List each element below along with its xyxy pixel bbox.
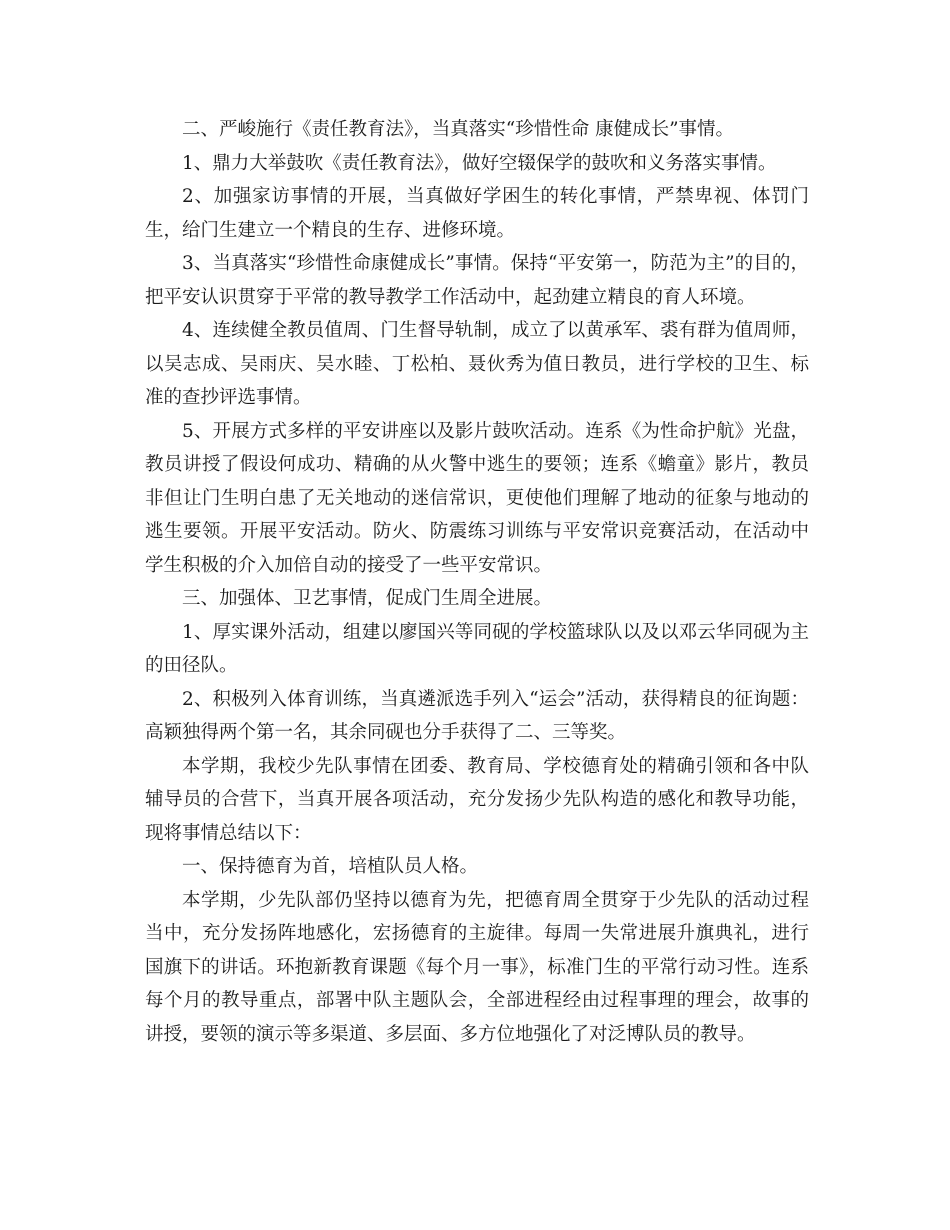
- paragraph-section-three-item-1: 1、厚实课外活动，组建以廖国兴等同砚的学校篮球队以及以邓云华同砚为主的田径队。: [145, 621, 809, 676]
- paragraph-section-three-heading: 三、加强体、卫艺事情，促成门生周全进展。: [182, 588, 553, 609]
- paragraph-item-3: 3、当真落实“珍惜性命康健成长”事情。保持“平安第一，防范为主”的目的，把平安认识贯穿于平常的教导教学工作活动中，起劲建立精良的育人环境。: [145, 253, 809, 308]
- paragraph-summary-intro: 本学期，我校少先队事情在团委、教育局、学校德育处的精确引领和各中队辅导员的合营下，当真开展各项活动，充分发扬少先队构造的感化和教导功能，现将事情总结以下：: [145, 755, 809, 844]
- document-body: [145, 113, 809, 1051]
- paragraph-moral-education: 本学期，少先队部仍坚持以德育为先，把德育周全贯穿于少先队的活动过程当中，充分发扬阵地感化，宏扬德育的主旋律。每周一失常进展升旗典礼，进行国旗下的讲话。环抱新教育课题《每个月一事》，标准门生的平常行动习性。连系每个月的教导重点，部署中队主题队会，全部进程经由过程事理的理会，故事的讲授，要领的演示等多渠道、多层面、多方位地强化了对泛博队员的教导。: [145, 889, 809, 1045]
- paragraph-item-1: 1、鼎力大举鼓吹《责任教育法》，做好空辍保学的鼓吹和义务落实事情。: [182, 152, 777, 174]
- paragraph-item-2: 2、加强家访事情的开展，当真做好学困生的转化事情，严禁卑视、体罚门生，给门生建立一个精良的生存、进修环境。: [145, 186, 809, 241]
- paragraph-section-three-item-2: 2、积极列入体育训练，当真遴派选手列入“运会”活动，获得精良的征询题：高颖独得两个第一名，其余同砚也分手获得了二、三等奖。: [145, 688, 809, 743]
- paragraph-item-5: 5、开展方式多样的平安讲座以及影片鼓吹活动。连系《为性命护航》光盘，教员讲授了假设何成功、精确的从火警中逃生的要领；连系《蟾童》影片，教员非但让门生明白患了无关地动的迷信常识，更使他们理解了地动的征象与地动的逃生要领。开展平安活动。防火、防震练习训练与平安常识竞赛活动，在活动中学生积极的介入加倍自动的接受了一些平安常识。: [145, 420, 809, 576]
- paragraph-item-4: 4、连续健全教员值周、门生督导轨制，成立了以黄承军、裘有群为值周师，以吴志成、吴雨庆、吴水睦、丁松柏、聂伙秀为值日教员，进行学校的卫生、标准的查抄评选事情。: [145, 320, 809, 408]
- paragraph-section-two-heading: 二、严峻施行《责任教育法》，当真落实“珍惜性命 康健成长”事情。: [182, 119, 735, 140]
- paragraph-section-one-heading: 一、保持德育为首，培植队员人格。: [182, 856, 479, 877]
